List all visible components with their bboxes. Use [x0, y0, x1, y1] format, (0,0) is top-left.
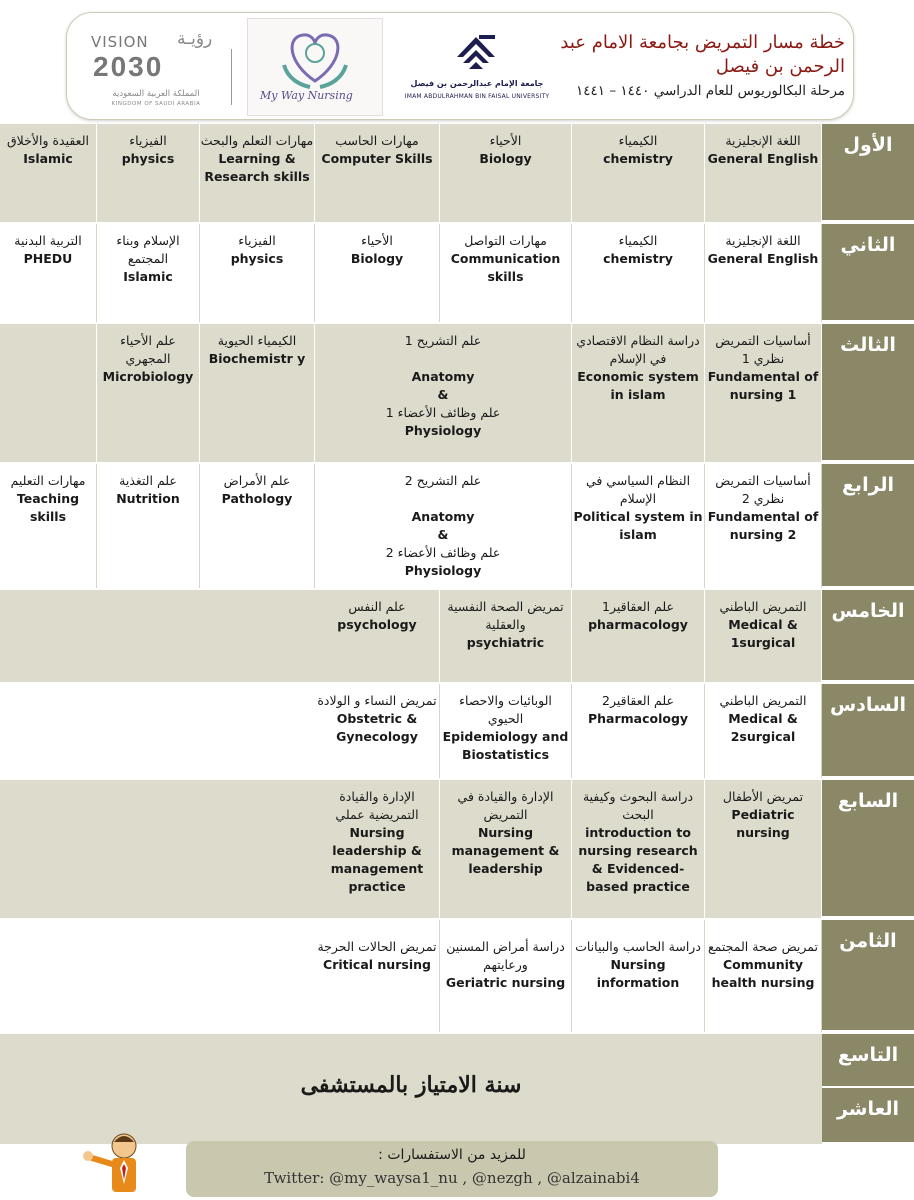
course-cell — [440, 590, 572, 682]
my-way-nursing-logo — [247, 18, 383, 116]
course-cell — [572, 920, 705, 1032]
course-name-arabic: التربية البدنية — [14, 233, 82, 248]
course-name-arabic: علم الأمراض — [223, 473, 291, 488]
course-joiner: & — [437, 387, 449, 402]
course-name-arabic: دراسة البحوث وكيفية البحث — [582, 789, 694, 822]
course-cell — [705, 920, 822, 1032]
course-name-english: Biology — [350, 251, 404, 266]
level-row — [0, 920, 914, 1034]
course-name-arabic: دراسة أمراض المسنين ورعايتهم — [446, 939, 565, 972]
course-name-arabic: علم العقاقير2 — [602, 693, 674, 708]
course-cell — [572, 780, 705, 918]
course-cell — [572, 324, 705, 462]
course-name-english: Islamic — [23, 151, 73, 166]
course-name-english: Nutrition — [116, 491, 180, 506]
level-row — [0, 224, 914, 324]
course-joiner: & — [437, 527, 449, 542]
course-name-arabic: علم التشريح 1 — [404, 333, 482, 348]
course-cell — [200, 124, 315, 222]
course-name-english: psychology — [337, 617, 417, 632]
level-label: السابع — [822, 780, 914, 918]
course-name-english: Medical & 1surgical — [728, 617, 798, 650]
course-name-arabic: العقيدة والأخلاق — [6, 133, 89, 148]
course-name-arabic: علم التشريح 2 — [404, 473, 482, 488]
course-cell — [315, 780, 440, 918]
course-name-english: Biochemistr y — [208, 351, 306, 366]
course-cell — [0, 224, 97, 322]
course-name-english: Computer Skills — [321, 151, 433, 166]
course-cell — [315, 590, 440, 682]
course-cell — [440, 684, 572, 778]
course-cell — [200, 464, 315, 588]
course-name-english: Pharmacology — [587, 711, 689, 726]
course-cell — [572, 684, 705, 778]
course-name-english-2: Physiology — [404, 423, 482, 438]
course-name-english: introduction to nursing research & Evidenced-based practice — [578, 825, 698, 894]
course-cell — [200, 324, 315, 462]
title-line-2: الرحمن بن فيصل — [715, 56, 845, 77]
course-cell — [705, 124, 822, 222]
vision-year-text: 2030 — [93, 51, 164, 82]
course-cell — [440, 224, 572, 322]
course-name-arabic: اللغة الإنجليزية — [725, 133, 801, 148]
course-name-english: Learning & Research skills — [204, 151, 310, 184]
course-cell — [572, 224, 705, 322]
course-name-english: Microbiology — [102, 369, 194, 384]
course-name-arabic: تمريض النساء و الولادة — [317, 693, 437, 708]
course-cell — [440, 920, 572, 1032]
course-name-arabic: أساسيات التمريض نظري 2 — [715, 473, 811, 506]
course-cell — [705, 590, 822, 682]
academic-year-subtitle: مرحلة البكالوريوس للعام الدراسي ١٤٤٠ – ١٤٤١ — [576, 83, 845, 99]
course-name-english: Pediatric nursing — [731, 807, 795, 840]
course-name-arabic: الكيمياء — [618, 133, 658, 148]
imam-emblem-icon — [449, 31, 503, 75]
course-name-arabic: مهارات التعليم — [10, 473, 86, 488]
mascot-illustration-icon — [70, 1128, 150, 1200]
course-cell — [315, 324, 572, 462]
course-name-english: chemistry — [603, 251, 673, 266]
course-cell — [97, 464, 200, 588]
vision-arabic-text: رؤيـة — [177, 29, 213, 49]
course-name-arabic: دراسة النظام الاقتصادي في الإسلام — [576, 333, 700, 366]
course-cell — [705, 324, 822, 462]
course-cell — [0, 324, 97, 462]
level-label: الرابع — [822, 464, 914, 588]
course-name-arabic: الأحياء — [361, 233, 393, 248]
course-cell — [0, 464, 97, 588]
level-label: الأول — [822, 124, 914, 222]
course-cell — [97, 224, 200, 322]
course-name-english: Biology — [479, 151, 532, 166]
course-name-english: Medical & 2surgical — [728, 711, 798, 744]
course-name-english: Anatomy — [411, 509, 475, 524]
course-cell — [315, 684, 440, 778]
vision-2030-logo — [91, 29, 241, 109]
course-cell — [572, 124, 705, 222]
course-name-english: chemistry — [603, 151, 673, 166]
course-name-english: physics — [230, 251, 284, 266]
course-name-english: Community health nursing — [711, 957, 815, 990]
course-cell — [315, 464, 572, 588]
imam-university-logo — [397, 31, 557, 111]
course-name-arabic: الأحياء — [489, 133, 522, 148]
course-name-arabic: تمريض صحة المجتمع — [708, 939, 818, 954]
level-row — [0, 780, 914, 920]
level-row — [0, 464, 914, 590]
course-name-arabic-2: علم وظائف الأعضاء 1 — [385, 405, 501, 420]
course-cell — [440, 780, 572, 918]
imam-logo-arabic: جامعة الإمام عبدالرحمن بن فيصل — [410, 79, 544, 88]
title-line-1: خطة مسار التمريض بجامعة الامام عبد — [560, 32, 845, 53]
course-name-english: Nursing leadership & management practice — [330, 825, 424, 894]
course-name-arabic: الإدارة والقيادة في التمريض — [457, 789, 554, 822]
course-name-arabic: أساسيات التمريض نظري 1 — [715, 333, 811, 366]
course-name-arabic: علم الأحياء المجهري — [120, 333, 176, 366]
course-name-arabic: التمريض الباطني — [719, 599, 807, 614]
course-cell — [705, 684, 822, 778]
course-cell — [200, 224, 315, 322]
course-cell — [0, 124, 97, 222]
plan-title — [527, 31, 845, 101]
level-label: الثالث — [822, 324, 914, 462]
course-name-arabic: دراسة الحاسب والبيانات — [575, 939, 701, 954]
course-name-english: pharmacology — [588, 617, 688, 632]
course-name-english: Geriatric nursing — [445, 975, 566, 990]
course-name-english: psychiatric — [466, 635, 545, 650]
course-cell — [97, 324, 200, 462]
vision-latin-text: VISION — [91, 33, 149, 51]
course-name-arabic: التمريض الباطني — [719, 693, 807, 708]
imam-logo-english: IMAM ABDULRAHMAN BIN FAISAL UNIVERSITY — [404, 93, 550, 100]
course-name-english: Islamic — [123, 269, 173, 284]
course-name-english: General English — [707, 251, 819, 266]
course-name-english: Obstetric & Gynecology — [336, 711, 418, 744]
course-cell — [572, 590, 705, 682]
course-name-arabic: تمريض الأطفال — [722, 789, 804, 804]
course-name-english: Teaching skills — [16, 491, 80, 524]
course-cell — [705, 780, 822, 918]
course-cell — [572, 464, 705, 588]
course-name-arabic: الكيمياء — [618, 233, 658, 248]
vision-ksa-english: KINGDOM OF SAUDI ARABIA — [111, 101, 201, 107]
vision-ksa-arabic: المملكة العربية السعودية — [112, 89, 200, 99]
course-name-english: Communication skills — [450, 251, 561, 284]
level-label: الخامس — [822, 590, 914, 682]
course-name-arabic: الفيزياء — [238, 233, 276, 248]
vision-divider — [231, 49, 232, 105]
course-cell — [705, 464, 822, 588]
contact-title: للمزيد من الاستفسارات : — [378, 1147, 526, 1163]
course-name-arabic: تمريض الحالات الحرجة — [317, 939, 437, 954]
course-name-arabic: الفيزياء — [129, 133, 167, 148]
level-label-ninth: التاسع — [822, 1034, 914, 1088]
course-name-english: Fundamental of nursing 2 — [707, 509, 819, 542]
course-cell — [315, 920, 440, 1032]
internship-text: سنة الامتياز بالمستشفى — [300, 1072, 522, 1098]
course-name-arabic: علم العقاقير1 — [602, 599, 674, 614]
course-name-arabic: الوبائيات والاحصاء الحيوي — [459, 693, 552, 726]
course-name-arabic: اللغة الإنجليزية — [725, 233, 801, 248]
course-name-arabic: الإدارة والقيادة التمريضية عملي — [335, 789, 419, 822]
level-label-tenth: العاشر — [822, 1088, 914, 1144]
course-cell — [97, 124, 200, 222]
twitter-handles: Twitter: @my_waysa1_nu , @nezgh , @alzainabi4 — [264, 1169, 640, 1187]
course-name-english: Fundamental of nursing 1 — [707, 369, 819, 402]
level-label: السادس — [822, 684, 914, 778]
course-cell — [440, 124, 572, 222]
my-way-nursing-wordmark: My Way Nursing — [260, 89, 353, 102]
course-name-english: Anatomy — [411, 369, 475, 384]
course-name-arabic-2: علم وظائف الأعضاء 2 — [385, 545, 501, 560]
header-banner — [66, 12, 854, 120]
course-name-english: Political system in islam — [573, 509, 703, 542]
course-name-arabic: الإسلام وبناء المجتمع — [116, 233, 180, 266]
course-name-english: Pathology — [221, 491, 293, 506]
course-name-english: physics — [121, 151, 175, 166]
course-name-arabic: علم النفس — [348, 599, 406, 614]
contact-footer — [186, 1141, 718, 1197]
course-name-arabic: تمريض الصحة النفسية والعقلية — [447, 599, 564, 632]
course-name-arabic: مهارات التعلم والبحث — [200, 133, 314, 148]
course-name-english: Epidemiology and Biostatistics — [442, 729, 569, 762]
course-cell — [315, 224, 440, 322]
course-name-arabic: علم التغذية — [119, 473, 177, 488]
level-label: الثامن — [822, 920, 914, 1032]
course-name-english: Critical nursing — [323, 957, 431, 972]
course-name-english: Nursing information — [596, 957, 680, 990]
course-name-english: General English — [707, 151, 819, 166]
level-row — [0, 324, 914, 464]
course-name-arabic: الكيمياء الحيوية — [217, 333, 297, 348]
course-cell — [315, 124, 440, 222]
course-name-arabic: مهارات الحاسب — [335, 133, 419, 148]
course-name-english-2: Physiology — [404, 563, 482, 578]
level-label: الثاني — [822, 224, 914, 322]
course-name-arabic: النظام السياسي في الإسلام — [585, 473, 691, 506]
course-cell — [705, 224, 822, 322]
level-row — [0, 590, 914, 684]
course-name-english: Nursing management & leadership — [451, 825, 560, 876]
course-name-english: PHEDU — [23, 251, 73, 266]
level-row — [0, 684, 914, 780]
level-row — [0, 124, 914, 224]
course-name-english: Economic system in islam — [577, 369, 699, 402]
course-name-arabic: مهارات التواصل — [464, 233, 547, 248]
